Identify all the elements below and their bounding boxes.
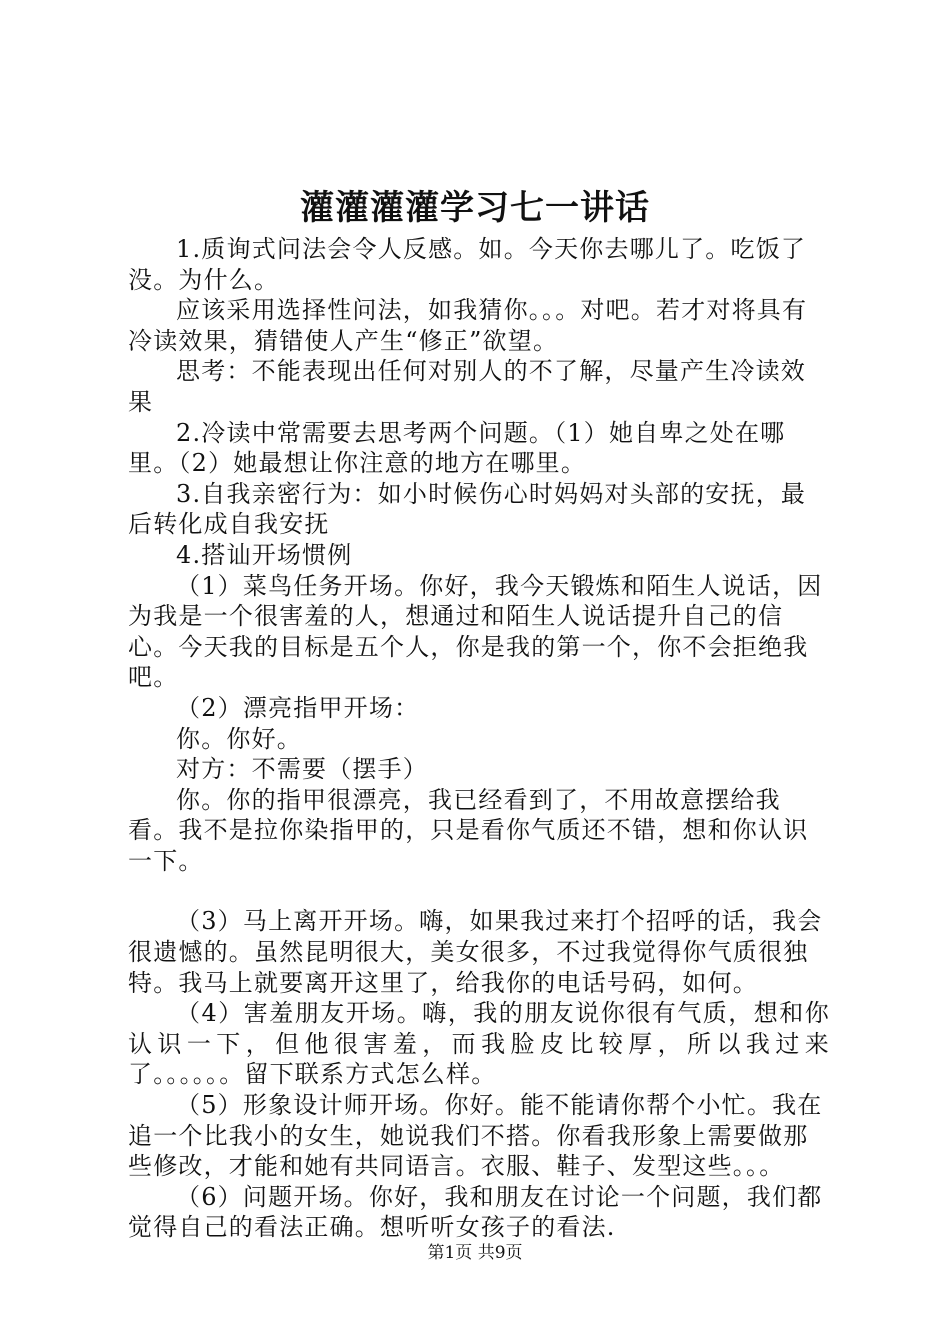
paragraph-13: （4）害羞朋友开场。嗨，我的朋友说你很有气质，想和你认识一下，但他很害羞，而我脸皮比较厚，所以我过来了。。。。。。留下联系方式怎么样。	[128, 999, 830, 1089]
paragraph-14: （5）形象设计师开场。你好。能不能请你帮个小忙。我在追一个比我小的女生，她说我们不搭。你看我形象上需要做那些修改，才能和她有共同语言。衣服、鞋子、发型这些。。。	[128, 1091, 823, 1181]
page-footer: 第1页 共9页	[427, 1243, 523, 1263]
paragraph-7: （1）菜鸟任务开场。你好，我今天锻炼和陌生人说话，因为我是一个很害羞的人，想通过和陌生人说话提升自己的信心。今天我的目标是五个人，你是我的第一个，你不会拒绝我吧。	[128, 571, 823, 692]
paragraph-1: 1.质询式问法会令人反感。如。今天你去哪儿了。吃饭了没。为什么。	[128, 235, 807, 294]
paragraph-4: 2.冷读中常需要去思考两个问题。（1）她自卑之处在哪里。（2）她最想让你注意的地方在哪里。	[128, 418, 786, 478]
document-title: 灌灌灌灌学习七一讲话	[300, 188, 650, 228]
paragraph-10: 对方：不需要（摆手）	[176, 755, 428, 784]
document-body	[128, 234, 830, 1243]
paragraph-6: 4.搭讪开场惯例	[176, 540, 353, 569]
paragraph-2: 应该采用选择性问法，如我猜你。。。对吧。若才对将具有冷读效果，猜错使人产生“修正”欲望。	[128, 296, 808, 355]
paragraph-5: 3.自我亲密行为：如小时候伤心时妈妈对头部的安抚，最后转化成自我安抚	[128, 479, 807, 539]
paragraph-12: （3）马上离开开场。嗨，如果我过来打个招呼的话，我会很遗憾的。虽然昆明很大，美女很多，不过我觉得你气质很独特。我马上就要离开这里了，给我你的电话号码，如何。	[128, 907, 823, 997]
paragraph-3: 思考：不能表现出任何对别人的不了解，尽量产生冷读效果	[128, 357, 806, 416]
paragraph-11: 你。你的指甲很漂亮，我已经看到了，不用故意摆给我看。我不是拉你染指甲的，只是看你气质还不错，想和你认识一下。	[128, 785, 809, 875]
paragraph-9: 你。你好。	[176, 724, 302, 753]
paragraph-gap	[128, 876, 830, 906]
paragraph-15: （6）问题开场。你好，我和朋友在讨论一个问题，我们都觉得自己的看法正确。想听听女孩子的看法.	[128, 1182, 823, 1242]
paragraph-8: （2）漂亮指甲开场：	[176, 693, 420, 722]
